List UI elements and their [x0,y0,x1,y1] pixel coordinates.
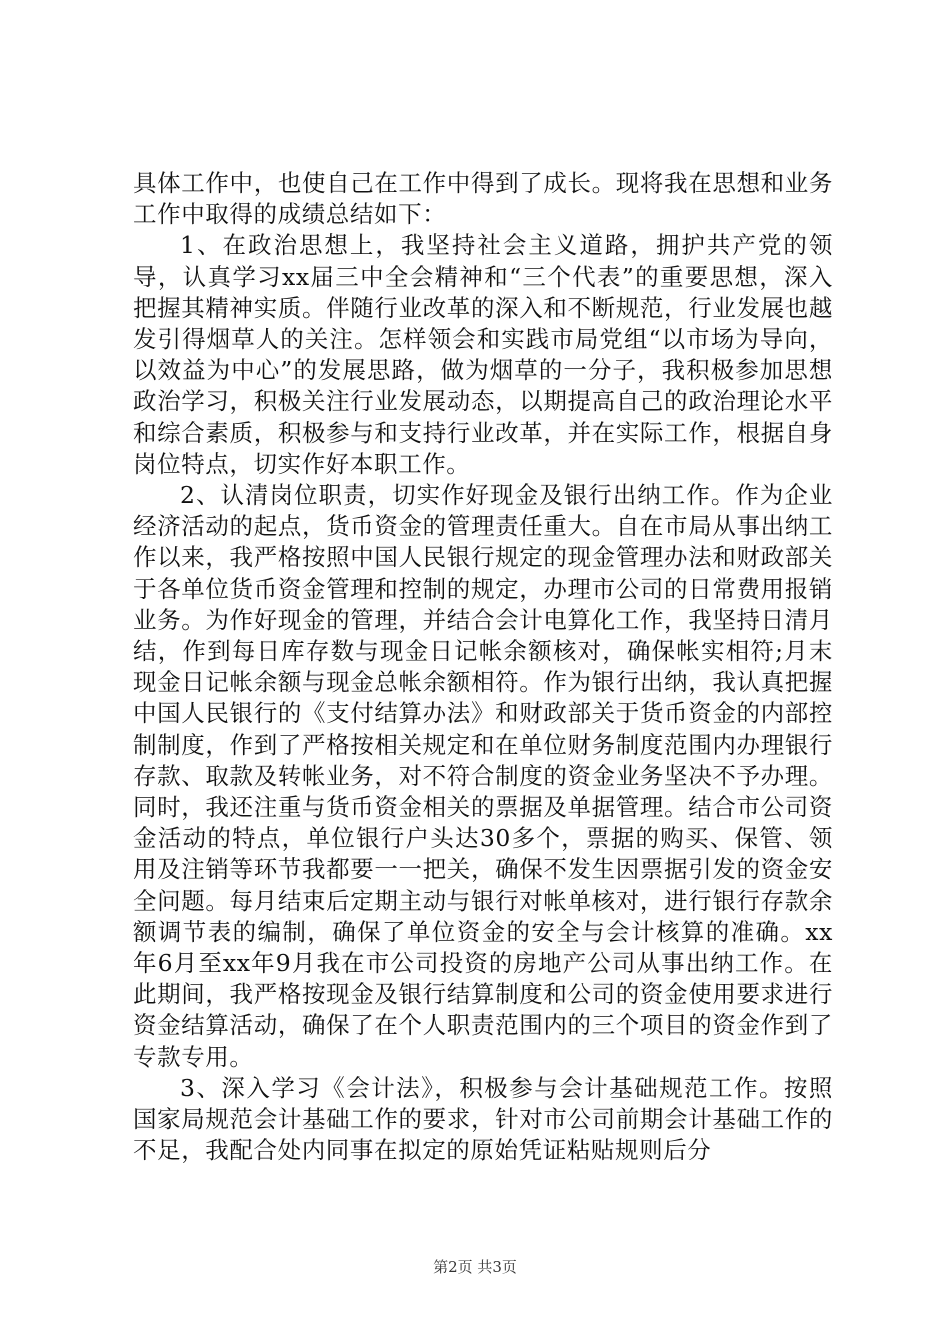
paragraph-accounting-law: 3、深入学习《会计法》，积极参与会计基础规范工作。按照国家局规范会计基础工作的要求，针对市公司前期会计基础工作的不足，我配合处内同事在拟定的原始凭证粘贴规则后分 [133,1073,833,1165]
document-body [133,168,833,1167]
paragraph-cashier-duties: 2、认清岗位职责，切实作好现金及银行出纳工作。作为企业经济活动的起点，货币资金的管理责任重大。自在市局从事出纳工作以来，我严格按照中国人民银行规定的现金管理办法和财政部关于各单位货币资金管理和控制的规定，办理市公司的日常费用报销业务。为作好现金的管理，并结合会计电算化工作，我坚持日清月结，作到每日库存数与现金日记帐余额核对，确保帐实相符;月末现金日记帐余额与现金总帐余额相符。作为银行出纳，我认真把握中国人民银行的《支付结算办法》和财政部关于货币资金的内部控制制度，作到了严格按相关规定和在单位财务制度范围内办理银行存款、取款及转帐业务，对不符合制度的资金业务坚决不予办理。同时，我还注重与货币资金相关的票据及单据管理。结合市公司资金活动的特点，单位银行户头达30多个，票据的购买、保管、领用及注销等环节我都要一一把关，确保不发生因票据引发的资金安全问题。每月结束后定期主动与银行对帐单核对，进行银行存款余额调节表的编制，确保了单位资金的安全与会计核算的准确。xx年6月至xx年9月我在市公司投资的房地产公司从事出纳工作。在此期间，我严格按现金及银行结算制度和公司的资金使用要求进行资金结算活动，确保了在个人职责范围内的三个项目的资金作到了专款专用。 [133,481,833,1071]
page-footer: 第2页 共3页 [433,1258,517,1276]
paragraph-political-thought: 1、在政治思想上，我坚持社会主义道路，拥护共产党的领导，认真学习xx届三中全会精神和“三个代表”的重要思想，深入把握其精神实质。伴随行业改革的深入和不断规范，行业发展也越发引得烟草人的关注。怎样领会和实践市局党组“以市场为导向，以效益为中心”的发展思路，做为烟草的一分子，我积极参加思想政治学习，积极关注行业发展动态，以期提高自己的政治理论水平和综合素质，积极参与和支持行业改革，并在实际工作，根据自身岗位特点，切实作好本职工作。 [133,231,833,478]
paragraph-continuation: 具体工作中，也使自己在工作中得到了成长。现将我在思想和业务工作中取得的成绩总结如下： [133,169,833,229]
